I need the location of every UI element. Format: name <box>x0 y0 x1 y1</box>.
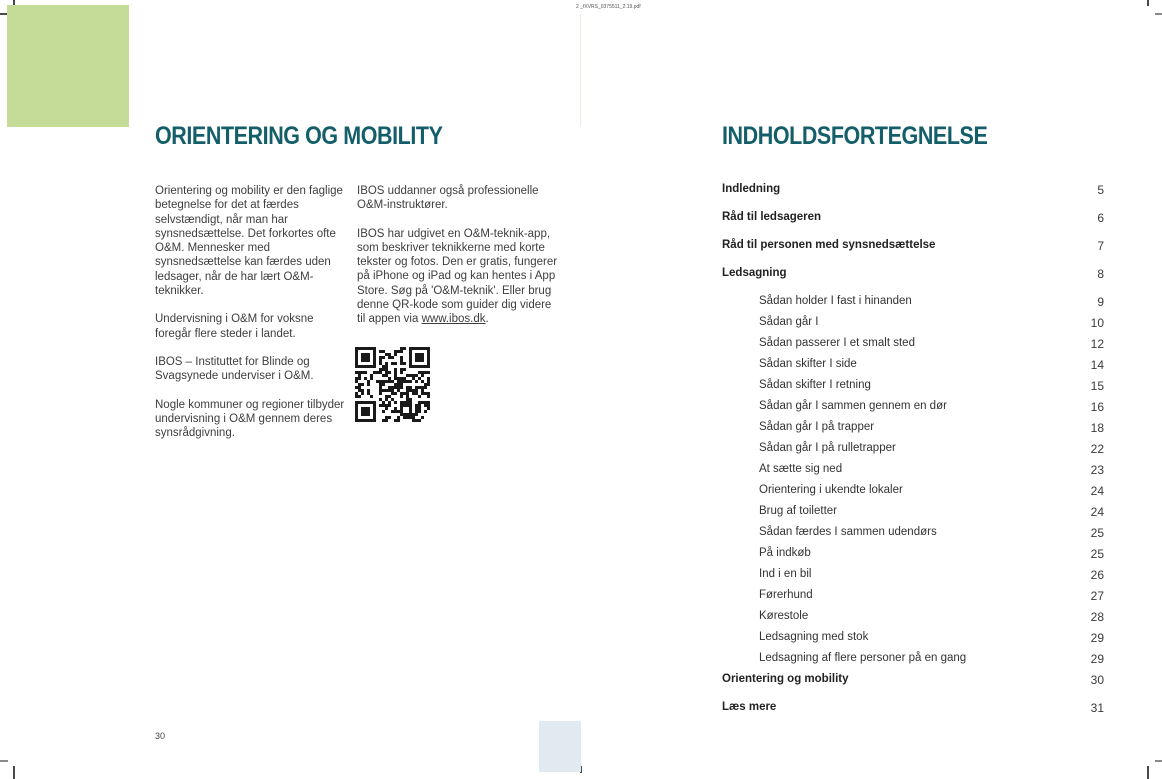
toc-entry-page: 28 <box>1090 610 1104 624</box>
toc-entry-label: Orientering og mobility <box>722 673 849 685</box>
toc-entry-page: 23 <box>1090 463 1104 477</box>
toc-entry-label: Kørestole <box>759 610 809 622</box>
toc-entry-page: 30 <box>1090 673 1104 687</box>
toc-entry[interactable] <box>722 547 1104 568</box>
toc-entry-page: 27 <box>1090 589 1104 603</box>
toc-entry-page: 7 <box>1097 239 1104 253</box>
toc-entry[interactable] <box>722 400 1104 421</box>
green-color-block <box>7 5 129 127</box>
body-paragraph: IBOS uddanner også professionelle O&M-instruktører. <box>357 185 539 212</box>
toc-entry[interactable] <box>722 358 1104 379</box>
toc-entry-label: Orientering i ukendte lokaler <box>759 484 903 496</box>
toc-entry-page: 6 <box>1097 211 1104 225</box>
toc-entry-label: Førerhund <box>759 589 813 601</box>
toc-entry-label: Brug af toiletter <box>759 505 837 517</box>
toc-entry-label: Sådan færdes I sammen udendørs <box>759 526 937 538</box>
toc-entry[interactable] <box>722 505 1104 526</box>
toc-entry-page: 12 <box>1090 337 1104 351</box>
toc-entry[interactable] <box>722 337 1104 358</box>
toc-entry[interactable] <box>722 421 1104 442</box>
toc-entry-page: 8 <box>1097 267 1104 281</box>
crop-mark-bottom-left-v <box>13 766 15 779</box>
toc-entry-page: 9 <box>1097 295 1104 309</box>
toc-entry[interactable] <box>722 183 1104 211</box>
toc-entry[interactable] <box>722 589 1104 610</box>
toc-entry-page: 25 <box>1090 526 1104 540</box>
left-text-column-2 <box>357 184 559 341</box>
toc-entry[interactable] <box>722 701 1104 729</box>
page-number: 30 <box>155 731 166 741</box>
toc-entry-label: Læs mere <box>722 701 777 713</box>
crop-mark-bottom-right-h <box>1155 760 1162 762</box>
toc-entry-label: Ledsagning med stok <box>759 631 869 643</box>
toc-entry-label: Indledning <box>722 183 781 195</box>
toc-entry-label: Ind i en bil <box>759 568 812 580</box>
body-paragraph: Orientering og mobility er den faglige betegnelse for det at færdes selvstændigt, når man har synsnedsættelse. Det forkortes ofte O&M. Mennesker med synsnedsættelse kan færdes uden ledsager, når de har lært O&M-teknikker. <box>155 185 343 298</box>
qr-code <box>355 347 430 422</box>
crop-mark-top-left-h <box>0 13 7 15</box>
toc-entry-page: 25 <box>1090 547 1104 561</box>
toc-entry[interactable] <box>722 463 1104 484</box>
body-paragraph: Nogle kommuner og regioner tilbyder undervisning i O&M gennem deres synsrådgivning. <box>155 398 345 440</box>
toc-entry-label: Sådan skifter I retning <box>759 379 871 391</box>
toc-entry-label: Sådan går I på trapper <box>759 421 875 433</box>
crop-mark-top-right-v <box>1147 0 1149 6</box>
left-page-title: ORIENTERING OG MOBILITY <box>155 122 443 150</box>
crop-mark-top-right-h <box>1155 13 1162 15</box>
toc-entry[interactable] <box>722 267 1104 295</box>
toc-entry[interactable] <box>722 379 1104 400</box>
toc-entry-label: Råd til ledsageren <box>722 211 822 223</box>
toc-entry-page: 31 <box>1090 701 1104 715</box>
toc-entry-label: Sådan går I sammen gennem en dør <box>759 400 947 412</box>
toc-entry-page: 29 <box>1090 631 1104 645</box>
toc-entry-label: Sådan går I på rulletrapper <box>759 442 896 454</box>
crop-mark-bottom-left-h <box>0 760 8 762</box>
toc-entry[interactable] <box>722 316 1104 337</box>
toc-entry[interactable] <box>722 211 1104 239</box>
toc-entry-label: At sætte sig ned <box>759 463 843 475</box>
right-page-title: INDHOLDSFORTEGNELSE <box>722 122 988 150</box>
body-paragraph: Undervisning i O&M for voksne foregår flere steder i landet. <box>155 313 314 340</box>
toc-entry-label: Sådan går I <box>759 316 819 328</box>
filename-label: 2 _fXVRS_0375511_2.19.pdf <box>576 4 641 10</box>
toc-entry-label: På indkøb <box>759 547 811 559</box>
body-paragraph: IBOS – Instituttet for Blinde og Svagsynede underviser i O&M. <box>155 355 314 383</box>
toc-entry-page: 14 <box>1090 358 1104 372</box>
toc-entry-page: 18 <box>1090 421 1104 435</box>
toc-entry-page: 26 <box>1090 568 1104 582</box>
toc-entry[interactable] <box>722 239 1104 267</box>
toc-entry-page: 10 <box>1090 316 1104 330</box>
toc-entry-page: 15 <box>1090 379 1104 393</box>
toc-entry-label: Sådan skifter I side <box>759 358 857 370</box>
toc-entry[interactable] <box>722 631 1104 652</box>
toc-entry[interactable] <box>722 484 1104 505</box>
toc-entry[interactable] <box>722 673 1104 701</box>
toc-entry-page: 24 <box>1090 505 1104 519</box>
crop-mark-bottom-right-v <box>1147 766 1149 779</box>
toc-entry-page: 16 <box>1090 400 1104 414</box>
toc-entry-label: Råd til personen med synsnedsættelse <box>722 239 936 251</box>
blue-color-block <box>539 721 581 772</box>
ibos-link[interactable]: www.ibos.dk <box>421 313 486 326</box>
toc-entry-page: 29 <box>1090 652 1104 666</box>
toc-list <box>722 183 1104 729</box>
left-text-column-1 <box>155 184 351 454</box>
toc-entry[interactable] <box>722 610 1104 631</box>
toc-entry-label: Ledsagning af flere personer på en gang <box>759 652 967 664</box>
toc-entry[interactable] <box>722 652 1104 673</box>
toc-entry[interactable] <box>722 568 1104 589</box>
toc-entry-page: 22 <box>1090 442 1104 456</box>
toc-entry-label: Sådan holder I fast i hinanden <box>759 295 912 307</box>
toc-entry[interactable] <box>722 442 1104 463</box>
toc-entry-label: Ledsagning <box>722 267 787 279</box>
toc-entry[interactable] <box>722 295 1104 316</box>
toc-entry-page: 5 <box>1097 183 1104 197</box>
body-paragraph: IBOS har udgivet en O&M-teknik-app, som beskriver teknikkerne med korte tekster og fotos. Den er gratis, fungerer på iPhone og iPad og kan hentes i App Store. Søg på 'O&M-teknik'. Eller brug denne QR-kode som guider dig videre til appen via www.ibos.dk. <box>357 227 558 326</box>
toc-entry-page: 24 <box>1090 484 1104 498</box>
page-fold-line <box>580 14 581 126</box>
toc-entry-label: Sådan passerer I et smalt sted <box>759 337 915 349</box>
toc-entry[interactable] <box>722 526 1104 547</box>
